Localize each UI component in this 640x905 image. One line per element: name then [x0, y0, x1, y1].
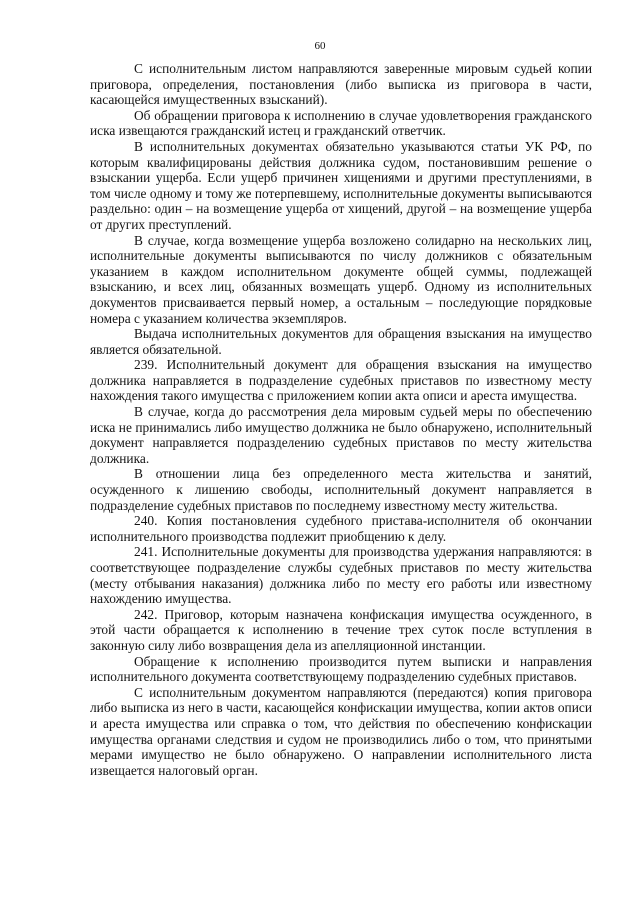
paragraph-writ-attachments: С исполнительным листом направляются заверенные мировым судьей копии приговора, определения, постановления (либо выписка из приговора в части, касающейся имущественных взысканий). — [90, 61, 592, 108]
paragraph-joint-liability: В случае, когда возмещение ущерба возложено солидарно на нескольких лиц, исполнительные документы выписываются по числу должников с обязательным указанием в каждом исполнительном документе общей суммы, подлежащей взысканию, и всех лиц, обязанных возмещать ущерб. Одному из исполнительных документов присваивается первый номер, а остальным – последующие порядковые номера с указанием количества экземпляров. — [90, 232, 592, 326]
paragraph-no-fixed-residence: В отношении лица без определенного места жительства и занятий, осужденного к лишению свободы, исполнительный документ направляется в подразделение судебных приставов по последнему известному месту жительства. — [90, 466, 592, 513]
paragraph-mandatory-issue: Выдача исполнительных документов для обращения взыскания на имущество является обязательной. — [90, 326, 592, 357]
page-number: 60 — [314, 40, 326, 52]
paragraph-residence-of-debtor: В случае, когда до рассмотрения дела мировым судьей меры по обеспечению иска не принимались либо имущество должника не было обнаружено, исполнительный документ направляется подразделению судебных приставов по месту жительства должника. — [90, 404, 592, 466]
paragraph-criminal-code-articles: В исполнительных документах обязательно указываются статьи УК РФ, по которым квалифицированы действия должника судом, постановившим решение о взыскании ущерба. Если ущерб причинен хищениями и другими преступлениями, в том числе одному и тому же потерпевшему, исполнительные документы выписываются раздельно: один – на возмещение ущерба от хищений, другой – на возмещение ущерба от других преступлений. — [90, 138, 592, 232]
paragraph-civil-claim-notice: Об обращении приговора к исполнению в случае удовлетворения гражданского иска извещаются гражданский истец и гражданский ответчик. — [90, 107, 592, 139]
paragraph-239: 239. Исполнительный документ для обращения взыскания на имущество должника направляется в подразделение судебных приставов по известному месту нахождения такого имущества с приложением копии акта описи и ареста имущества. — [90, 357, 592, 404]
paragraph-240: 240. Копия постановления судебного пристава-исполнителя об окончании исполнительного производства подлежит приобщению к делу. — [90, 513, 592, 544]
paragraph-enforcement-method: Обращение к исполнению производится путем выписки и направления исполнительного документа соответствующему подразделению судебных приставов. — [90, 653, 592, 685]
paragraph-documents-sent: С исполнительным документом направляются (передаются) копия приговора либо выписка из него в части, касающейся конфискации имущества, копии актов описи и ареста имущества или справка о том, что действия по обеспечению конфискации имущества органами следствия и судом не производились либо о том, что принятыми мерами имущество не было обнаружено. О направлении исполнительного листа извещается налоговый орган. — [90, 684, 592, 778]
document-body — [90, 61, 592, 778]
paragraph-241: 241. Исполнительные документы для производства удержания направляются: в соответствующее подразделение службы судебных приставов по месту жительства (месту отбывания наказания) должника либо по месту его работы или известному нахождению имущества. — [90, 544, 592, 607]
paragraph-242: 242. Приговор, которым назначена конфискация имущества осужденного, в этой части обращается к исполнению в течение трех суток после вступления в законную силу либо возвращения дела из апелляционной инстанции. — [90, 606, 592, 653]
